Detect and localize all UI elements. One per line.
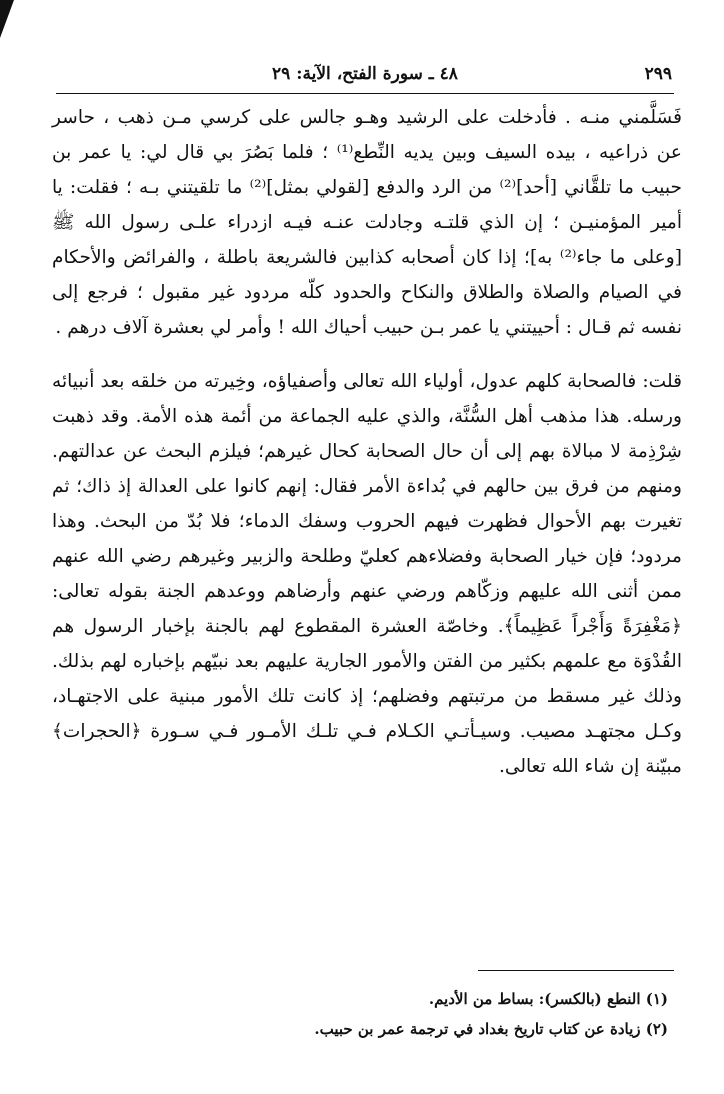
- footnote-2: (٢) زيادة عن كتاب تاريخ بغداد في ترجمة عمر بن حبيب.: [314, 1020, 668, 1038]
- header-rule: [56, 93, 674, 94]
- paragraph-gap: [52, 345, 682, 364]
- page-corner-mark: [0, 0, 14, 38]
- footnotes: [120, 984, 668, 1044]
- body-text: [52, 100, 682, 784]
- footnote-1: (١) النطع (بالكسر): بساط من الأديم.: [428, 990, 668, 1008]
- paragraph-story: فَسَلَّمني منـه . فأدخلت على الرشيد وهـو جالس على كرسي مـن ذهب ، حاسر عن ذراعيه ، بيده السيف وبين يديه النِّطع⁽¹⁾ ؛ فلما بَصُرَ بي قال لي: يا عمر بن حبيب ما تلقَّاني [أحد]⁽²⁾ من الرد والدفع [لقولي بمثل]⁽²⁾ ما تلقيتني بـه ؛ فقلت: يا أمير المؤمنيـن ؛ إن الذي قلتـه وجادلت عنـه فيـه ازدراء علـى رسول الله ﷺ [وعلى ما جاء⁽²⁾ به]؛ إذا كان أصحابه كذابين فالشريعة باطلة ، والفرائض والأحكام في الصيام والصلاة والطلاق والنكاح والحدود كلّه مردود غير مقبول ؛ فرجع إلى نفسه ثم قـال : أحييتني يا عمر بـن حبيب أحياك الله ! وأمر لي بعشرة آلاف درهم .: [52, 107, 682, 338]
- running-title: ٤٨ ـ سورة الفتح، الآية: ٢٩: [272, 64, 458, 84]
- paragraph-commentary: قلت: فالصحابة كلهم عدول، أولياء الله تعالى وأصفياؤه، وخِيرته من خلقه بعد أنبيائه ورسله. هذا مذهب أهل السُّنَّة، والذي عليه الجماعة من أئمة هذه الأمة. وقد ذهبت شِرْذِمة لا مبالاة بهم إلى أن حال الصحابة كحال غيرهم؛ فيلزم البحث عن عدالتهم. ومنهم من فرق بين حالهم في بُداءة الأمر فقال: إنهم كانوا على العدالة إذ ذاك؛ ثم تغيرت بهم الأحوال فظهرت فيهم الحروب وسفك الدماء؛ فلا بُدّ من البحث. وهذا مردود؛ فإن خيار الصحابة وفضلاءهم كعليّ وطلحة والزبير وغيرهم رضي الله عنهم ممن أثنى الله عليهم وزكّاهم ورضي عنهم وأرضاهم ووعدهم الجنة بقوله تعالى: ﴿مَغْفِرَةً وَأَجْراً عَظِيماً﴾. وخاصّة العشرة المقطوع لهم بالجنة بإخبار الرسول هم القُدْوَة مع علمهم بكثير من الفتن والأمور الجارية عليهم بعد نبيّهم بإخباره لهم بذلك. وذلك غير مسقط من مرتبتهم وفضلهم؛ إذ كانت تلك الأمور مبنية على الاجتهـاد، وكـل مجتهـد مصيب. وسيـأتـي الكـلام فـي تلـك الأمـور فـي سـورة ﴿الحجرات﴾ مبيّنة إن شاء الله تعالى.: [52, 371, 682, 777]
- page-header: [58, 64, 672, 90]
- footnote-rule: [478, 970, 674, 971]
- page-number: ٢٩٩: [644, 64, 672, 84]
